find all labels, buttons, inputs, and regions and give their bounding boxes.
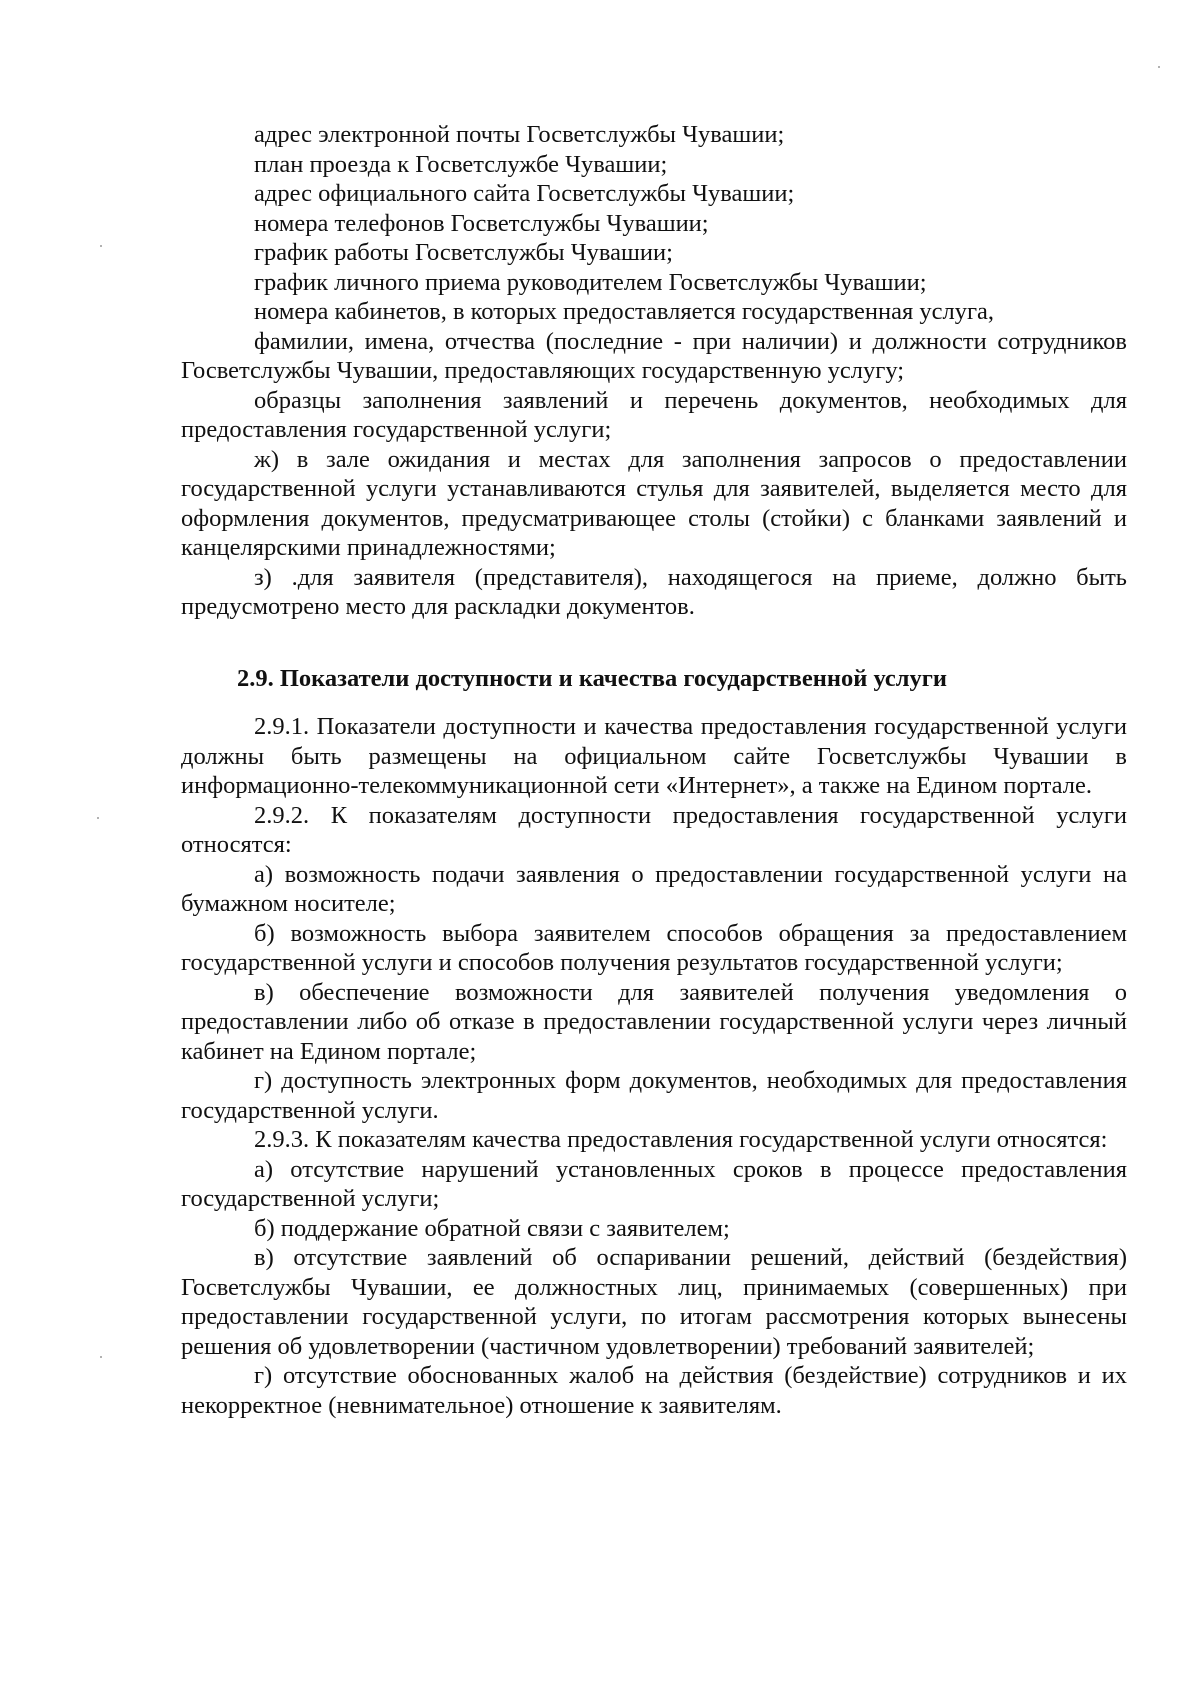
- list-item: номера кабинетов, в которых предоставляется государственная услуга,: [254, 298, 994, 325]
- document-body: [181, 120, 1127, 1420]
- paragraph-2-9-2-a: а) возможность подачи заявления о предоставлении государственной услуги на бумажном носителе;: [181, 860, 1127, 917]
- scan-speck: [100, 1356, 102, 1358]
- list-item: график работы Госветслужбы Чувашии;: [254, 239, 673, 266]
- paragraph-2-9-2-b: б) возможность выбора заявителем способов обращения за предоставлением государственной услуги и способов получения результатов государственной услуги;: [181, 919, 1127, 976]
- paragraph-2-9-1: 2.9.1. Показатели доступности и качества предоставления государственной услуги должны быть размещены на официальном сайте Госветслужбы Чувашии в информационно-телекоммуникационной сети «Интернет», а также на Едином портале.: [181, 713, 1127, 799]
- paragraph-staff-names: фамилии, имена, отчества (последние - при наличии) и должности сотрудников Госветслужбы Чувашии, предоставляющих государственную услугу;: [181, 327, 1127, 384]
- paragraph-2-9-3-g: г) отсутствие обоснованных жалоб на действия (бездействие) сотрудников и их некорректное (невнимательное) отношение к заявителям.: [181, 1362, 1127, 1419]
- paragraph-2-9-3-v: в) отсутствие заявлений об оспаривании решений, действий (бездействия) Госветслужбы Чувашии, ее должностных лиц, принимаемых (совершенных) при предоставлении государственной услуги, по итогам рассмотрения которых вынесены решения об удовлетворении (частичном удовлетворении) требований заявителей;: [181, 1244, 1127, 1360]
- scan-speck: [100, 245, 102, 247]
- list-item: номера телефонов Госветслужбы Чувашии;: [254, 209, 709, 237]
- list-item: график личного приема руководителем Госветслужбы Чувашии;: [254, 268, 927, 296]
- paragraph-2-9-2-g: г) доступность электронных форм документов, необходимых для предоставления государственной услуги.: [181, 1067, 1127, 1124]
- paragraph-2-9-2: 2.9.2. К показателям доступности предоставления государственной услуги относятся:: [181, 801, 1127, 858]
- scan-speck: [97, 817, 99, 819]
- list-item: план проезда к Госветслужбе Чувашии;: [254, 150, 668, 178]
- paragraph-2-9-3: 2.9.3. К показателям качества предоставления государственной услуги относятся:: [254, 1126, 1108, 1153]
- paragraph-2-9-3-b: б) поддержание обратной связи с заявителем;: [254, 1214, 730, 1242]
- paragraph-form-samples: образцы заполнения заявлений и перечень документов, необходимых для предоставления государственной услуги;: [181, 386, 1127, 443]
- scan-speck: [1158, 66, 1160, 68]
- paragraph-item-zh: ж) в зале ожидания и местах для заполнения запросов о предоставлении государственной услуги устанавливаются стулья для заявителей, выделяется место для оформления документов, предусматривающее столы (стойки) с бланками заявлений и канцелярскими принадлежностями;: [181, 445, 1127, 561]
- section-heading: 2.9. Показатели доступности и качества государственной услуги: [237, 664, 948, 692]
- list-item: адрес официального сайта Госветслужбы Чувашии;: [254, 180, 795, 207]
- paragraph-2-9-3-a: а) отсутствие нарушений установленных сроков в процессе предоставления государственной услуги;: [181, 1155, 1127, 1212]
- paragraph-item-z: з) .для заявителя (представителя), находящегося на приеме, должно быть предусмотрено место для раскладки документов.: [181, 563, 1127, 620]
- paragraph-2-9-2-v: в) обеспечение возможности для заявителей получения уведомления о предоставлении либо об отказе в предоставлении государственной услуги через личный кабинет на Едином портале;: [181, 978, 1127, 1065]
- list-item: адрес электронной почты Госветслужбы Чувашии;: [254, 121, 785, 148]
